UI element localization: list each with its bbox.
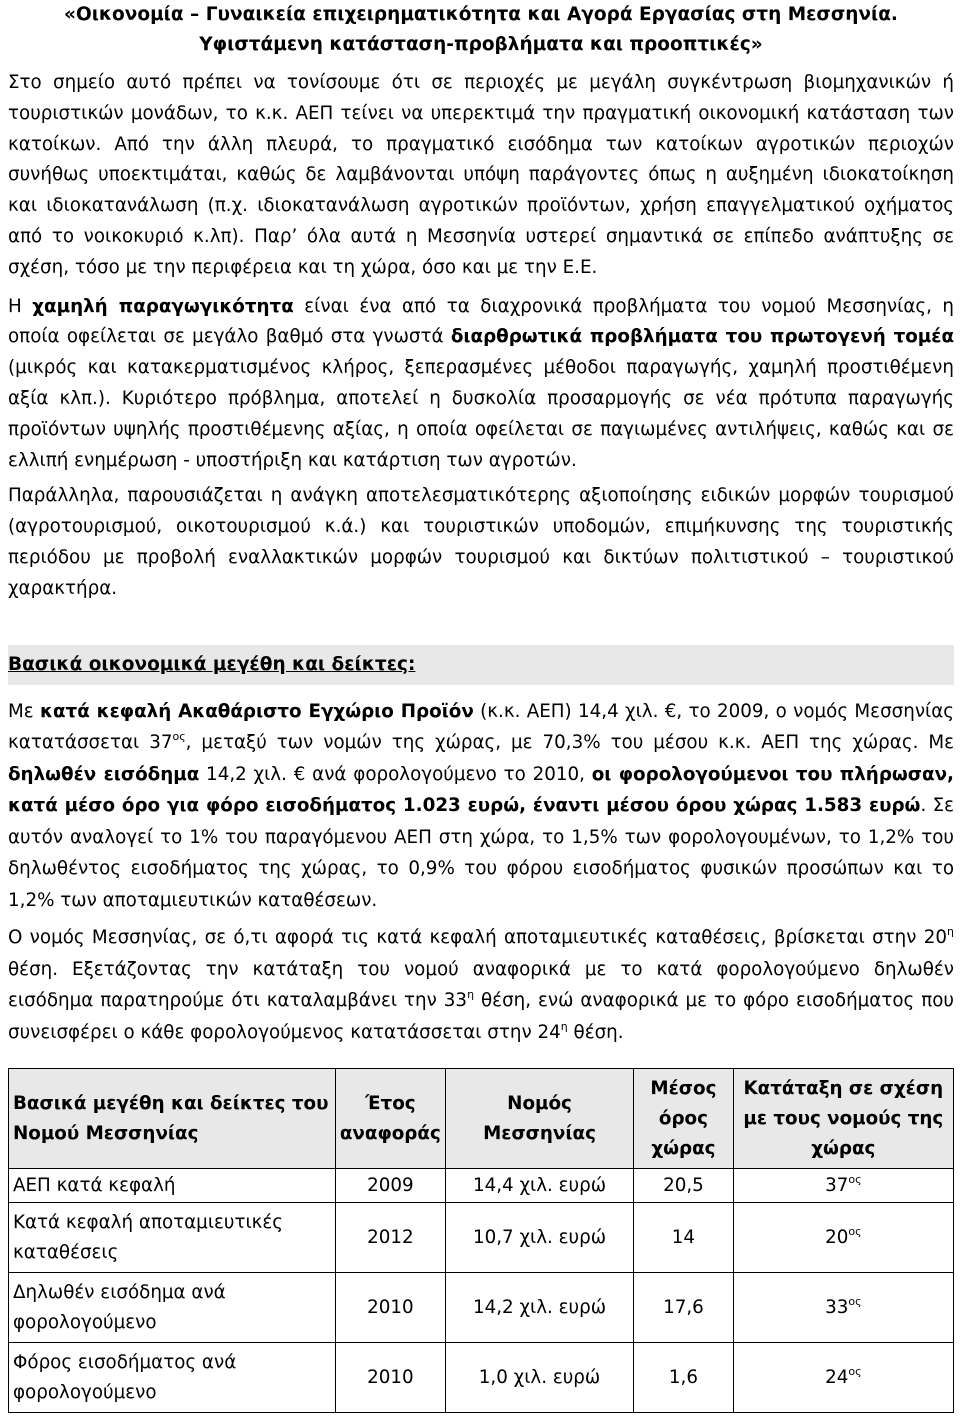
cell-indicator: ΑΕΠ κατά κεφαλή bbox=[9, 1169, 336, 1203]
document-title bbox=[8, 0, 954, 60]
title-line-1: «Οικονομία – Γυναικεία επιχειρηματικότητα και Αγορά Εργασίας στη Μεσσηνία. bbox=[64, 4, 898, 25]
cell-year: 2012 bbox=[335, 1203, 445, 1273]
cell-indicator: Δηλωθέν εισόδημα ανά φορολογούμενο bbox=[9, 1273, 336, 1343]
text-run: θέση. bbox=[567, 1021, 624, 1043]
text-run: θέση, ενώ αναφορικά με το φόρο εισοδήματος που συνεισφέρει ο κάθε φορολογούμενος κατατάσσεται στην 24 bbox=[8, 990, 954, 1043]
cell-indicator: Φόρος εισοδήματος ανά φορολογούμενο bbox=[9, 1343, 336, 1413]
paragraph-productivity bbox=[8, 292, 954, 477]
ordinal-suffix: ος bbox=[848, 1364, 862, 1378]
cell-value: 14,2 χιλ. ευρώ bbox=[445, 1273, 633, 1343]
cell-average: 14 bbox=[634, 1203, 733, 1273]
cell-year: 2010 bbox=[335, 1273, 445, 1343]
bold-text-declared-income: δηλωθέν εισόδημα bbox=[8, 763, 200, 785]
header-indicator: Βασικά μεγέθη και δείκτες του Νομού Μεσσηνίας bbox=[9, 1069, 336, 1169]
cell-rank bbox=[733, 1169, 953, 1203]
header-year: Έτος αναφοράς bbox=[335, 1069, 445, 1169]
cell-year: 2009 bbox=[335, 1169, 445, 1203]
section-heading-text: Βασικά οικονομικά μεγέθη και δείκτες: bbox=[8, 654, 416, 676]
table-row bbox=[9, 1169, 954, 1203]
text-run: είναι ένα από τα διαχρονικά προβλήματα του νομού Μεσσηνίας, η οποία οφείλεται σε μεγάλο βαθμό στα γνωστά bbox=[8, 295, 955, 348]
text-run: (κ.κ. ΑΕΠ) 14,4 χιλ. €, το 2009, ο νομός Μεσσηνίας κατατάσσεται 37 bbox=[8, 700, 955, 754]
bold-text-structural-problems: διαρθρωτικά προβλήματα του πρωτογενή τομέα bbox=[450, 326, 954, 348]
text-run: (μικρός και κατακερματισμένος κλήρος, ξεπερασμένες μέθοδοι παραγωγής, χαμηλή προστιθέμενη αξία κλπ.). Κυριότερο πρόβλημα, αποτελεί η δυσκολία προσαρμογής σε νέα πρότυπα παραγωγής προϊόντων υψηλής προστιθέμενης αξίας, η οποία οφείλεται σε παγιωμένες αντιλήψεις, καθώς και σε ελλιπή ενημέρωση - υποστήριξη και κατάρτιση των αγροτών. bbox=[8, 357, 954, 471]
rank-number: 24 bbox=[825, 1366, 849, 1388]
ordinal-suffix: ος bbox=[848, 1224, 862, 1238]
bold-text-low-productivity: χαμηλή παραγωγικότητα bbox=[32, 295, 294, 317]
document-page bbox=[8, 0, 954, 1048]
bold-text-gdp: κατά κεφαλή Ακαθάριστο Εγχώριο Προϊόν bbox=[39, 700, 474, 722]
cell-rank bbox=[733, 1273, 953, 1343]
text-run: Με bbox=[8, 700, 40, 722]
cell-indicator: Κατά κεφαλή αποταμιευτικές καταθέσεις bbox=[9, 1203, 336, 1273]
text-run: . Σε αυτόν αναλογεί το 1% του παραγόμενου ΑΕΠ στη χώρα, το 1,5% των φορολογουμένων, το 1,2% του δηλωθέντος εισοδήματος της χώρας, το 0,9% του φόρου εισοδήματος φυσικών προσώπων και το 1,2% των αποταμιευτικών καταθέσεων. bbox=[8, 795, 955, 911]
cell-value: 10,7 χιλ. ευρώ bbox=[445, 1203, 633, 1273]
table-header-row bbox=[9, 1069, 954, 1169]
ordinal-suffix: ος bbox=[848, 1294, 862, 1308]
text-run: Η bbox=[8, 295, 33, 317]
cell-rank bbox=[733, 1203, 953, 1273]
cell-average: 17,6 bbox=[634, 1273, 733, 1343]
ordinal-suffix: ος bbox=[848, 1172, 862, 1186]
ordinal-suffix: η bbox=[560, 1019, 568, 1033]
section-heading bbox=[8, 645, 954, 685]
rank-number: 37 bbox=[825, 1174, 849, 1196]
text-run: , μεταξύ των νομών της χώρας, με 70,3% του μέσου κ.κ. ΑΕΠ της χώρας. Με bbox=[185, 732, 955, 754]
bold-text-income-tax: οι φορολογούμενοι του πλήρωσαν, κατά μέσο όρο για φόρο εισοδήματος 1.023 ευρώ, έναντι μέσου όρου χώρας 1.583 ευρώ bbox=[8, 763, 954, 817]
cell-rank bbox=[733, 1343, 953, 1413]
cell-value: 14,4 χιλ. ευρώ bbox=[445, 1169, 633, 1203]
rank-number: 20 bbox=[825, 1226, 849, 1248]
table-row bbox=[9, 1273, 954, 1343]
header-ranking: Κατάταξη σε σχέση με τους νομούς της χώρας bbox=[733, 1069, 953, 1169]
ordinal-suffix: ος bbox=[172, 730, 186, 744]
paragraph-gdp-income bbox=[8, 696, 954, 917]
table-row bbox=[9, 1203, 954, 1273]
title-line-2: Υφιστάμενη κατάσταση-προβλήματα και προοπτικές» bbox=[199, 34, 763, 55]
indicators-table bbox=[8, 1068, 954, 1413]
table-row bbox=[9, 1343, 954, 1413]
text-run: 14,2 χιλ. € ανά φορολογούμενο το 2010, bbox=[199, 763, 592, 785]
text-run: Ο νομός Μεσσηνίας, σε ό,τι αφορά τις κατά κεφαλή αποταμιευτικές καταθέσεις, βρίσκεται στην 20 bbox=[8, 927, 948, 949]
text-run: θέση. Εξετάζοντας την κατάταξη του νομού αναφορικά με το κατά φορολογούμενο δηλωθέν εισόδημα παρατηρούμε ότι καταλαμβάνει την 33 bbox=[8, 958, 954, 1012]
rank-number: 33 bbox=[825, 1296, 849, 1318]
header-messinia: Νομός Μεσσηνίας bbox=[445, 1069, 633, 1169]
paragraph-tourism: Παράλληλα, παρουσιάζεται η ανάγκη αποτελεσματικότερης αξιοποίησης ειδικών μορφών τουρισμού (αγροτουρισμού, οικοτουρισμού κ.ά.) και τουριστικών υποδομών, επιμήκυνσης της τουριστικής περιόδου με προβολή εναλλακτικών μορφών τουρισμού και δικτύων πολιτιστικού – τουριστικού χαρακτήρα. bbox=[8, 485, 954, 599]
ordinal-suffix: η bbox=[467, 988, 475, 1002]
header-country-average: Μέσος όρος χώρας bbox=[634, 1069, 733, 1169]
ordinal-suffix: η bbox=[947, 925, 954, 939]
cell-average: 1,6 bbox=[634, 1343, 733, 1413]
paragraph-rankings bbox=[8, 922, 954, 1048]
cell-year: 2010 bbox=[335, 1343, 445, 1413]
cell-average: 20,5 bbox=[634, 1169, 733, 1203]
cell-value: 1,0 χιλ. ευρώ bbox=[445, 1343, 633, 1413]
paragraph-gdp-estimation: Στο σημείο αυτό πρέπει να τονίσουμε ότι σε περιοχές με μεγάλη συγκέντρωση βιομηχανικών ή τουριστικών μονάδων, το κ.κ. ΑΕΠ τείνει να υπερεκτιμά την πραγματική οικονομική κατάσταση των κατοίκων. Από την άλλη πλευρά, το πραγματικό εισόδημα των κατοίκων αγροτικών περιοχών συνήθως υποεκτιμάται, καθώς δε λαμβάνονται υπόψη παράγοντες όπως η αυξημένη ιδιοκατοίκηση και ιδιοκατανάλωση (π.χ. ιδιοκατανάλωση αγροτικών προϊόντων, χρήση επαγγελματικού οχήματος από το νοικοκυριό κ.λπ). Παρ’ όλα αυτά η Μεσσηνία υστερεί σημαντικά σε επίπεδο ανάπτυξης σε σχέση, τόσο με την περιφέρεια και τη χώρα, όσο και με την Ε.Ε. bbox=[8, 72, 954, 278]
